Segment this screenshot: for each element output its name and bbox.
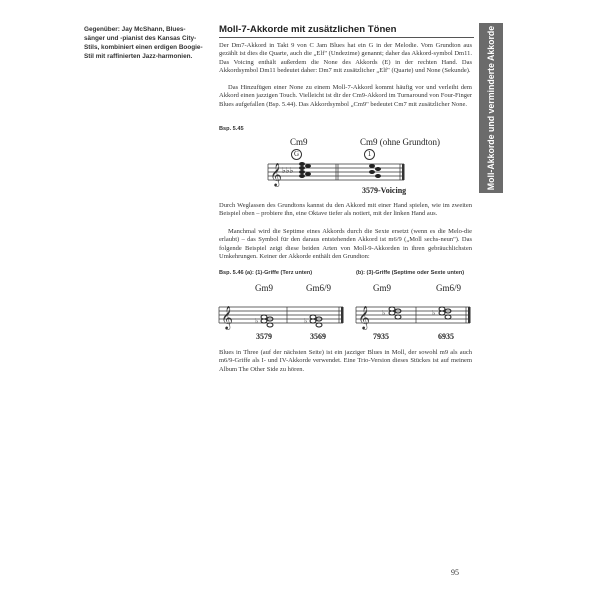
chord-symbol: Gm6/9 (436, 283, 462, 293)
chord-symbol: Cm9 (290, 137, 308, 147)
voicing-label: 6935 (438, 332, 454, 341)
svg-text:♭♭♭: ♭♭♭ (282, 166, 294, 175)
circled-note-label: G (291, 149, 302, 160)
svg-text:𝄞: 𝄞 (358, 305, 370, 329)
circled-note-label: 1 (364, 149, 375, 160)
paragraph-2: Das Hinzufügen einer None zu einem Moll-7-Akkord kommt häufig vor und verleiht dem Akkord einen jazzigen Touch. Vielleicht ist dir der Cm9-Akkord im Turnaround von Four-Finger Blues aufgefallen (Bsp. 5.44). Das Akkordsymbol „Cm9" bedeutet Cm7 mit zusätzlicher None. (219, 84, 472, 108)
heading-rule (219, 37, 474, 38)
chord-symbol: Gm6/9 (306, 283, 332, 293)
paragraph-3: Durch Weglassen des Grundtons kannst du den Akkord mit einer Hand spielen, wie im zweiten Beispiel oben – probiere ihn, eine Oktave tiefer als notiert, mit der linken Hand aus. (219, 202, 472, 218)
example-label: Bsp. 5.45 (219, 126, 244, 132)
chord-symbol: Gm9 (373, 283, 391, 293)
music-staff (219, 304, 347, 330)
svg-text:♭: ♭ (304, 317, 308, 325)
voicing-label: 3579-Voicing (362, 186, 407, 195)
paragraph-5: Blues in Three (auf der nächsten Seite) ist ein jazziger Blues in Moll, der sowohl m9 als auch m6/9-Griffe als I- und IV-Akkorde verwendet. Eine Trio-Version dieses Stückes ist auf meinem Album The Other Side zu hören. (219, 349, 472, 373)
music-staff (268, 160, 408, 188)
chord-symbol: Cm9 (ohne Grundton) (360, 137, 440, 147)
voicing-label: 3569 (310, 332, 326, 341)
svg-text:𝄞: 𝄞 (270, 162, 282, 186)
circled-note (364, 148, 375, 160)
chapter-side-tab-label: Moll-Akkorde und verminderte Akkorde (486, 25, 496, 191)
music-staff (356, 304, 474, 330)
photo-caption: Gegenüber: Jay McShann, Blues-sänger und -pianist des Kansas City-Stils, kombiniert einen erdigen Boogie-Stil mit raffinierten Jazz-harmonien. (84, 26, 203, 61)
svg-text:♭: ♭ (255, 317, 259, 325)
chord-symbol: Gm9 (255, 283, 273, 293)
chapter-side-tab (479, 23, 503, 193)
example-label: (b): (3)-Griffe (Septime oder Sexte unten) (356, 270, 465, 276)
voicing-label: 7935 (373, 332, 389, 341)
voicing-label: 3579 (256, 332, 272, 341)
paragraph-4: Manchmal wird die Septime eines Akkords durch die Sexte ersetzt (wenn es die Melo-die erlaubt) – das Symbol für den daraus entstehenden Akkord ist m6/9 („Moll sechs-neun"). Das folgende Beispiel zeigt diese beiden Arten von Moll-9-Akkorden in ihren gebräuchlichsten Umkehrungen. Keiner der Akkorde enthält den Grundton: (219, 228, 472, 261)
svg-text:♭: ♭ (382, 309, 386, 317)
example-label: Bsp. 5.46 (a): (1)-Griffe (Terz unten) (219, 270, 313, 276)
circled-note (291, 148, 302, 160)
svg-text:♭: ♭ (432, 309, 436, 317)
svg-text:𝄞: 𝄞 (221, 305, 233, 329)
paragraph-1: Der Dm7-Akkord in Takt 9 von C Jam Blues hat ein G in der Melodie. Vom Grundton aus gezählt ist dies die Quarte, auch die „Elf" (Undezime) genannt; daher das Akkord-symbol Dm11. Das Voicing enthält außerdem die None des Akkords (E) in der rechten Hand. Das Akkordsymbol Dm11 bedeutet daher: Dm7 mit zusätzlicher „Elf" (Quarte) und None (Sekunde). (219, 42, 472, 75)
page-number: 95 (451, 568, 459, 577)
section-heading: Moll-7-Akkorde mit zusätzlichen Tönen (219, 24, 397, 35)
